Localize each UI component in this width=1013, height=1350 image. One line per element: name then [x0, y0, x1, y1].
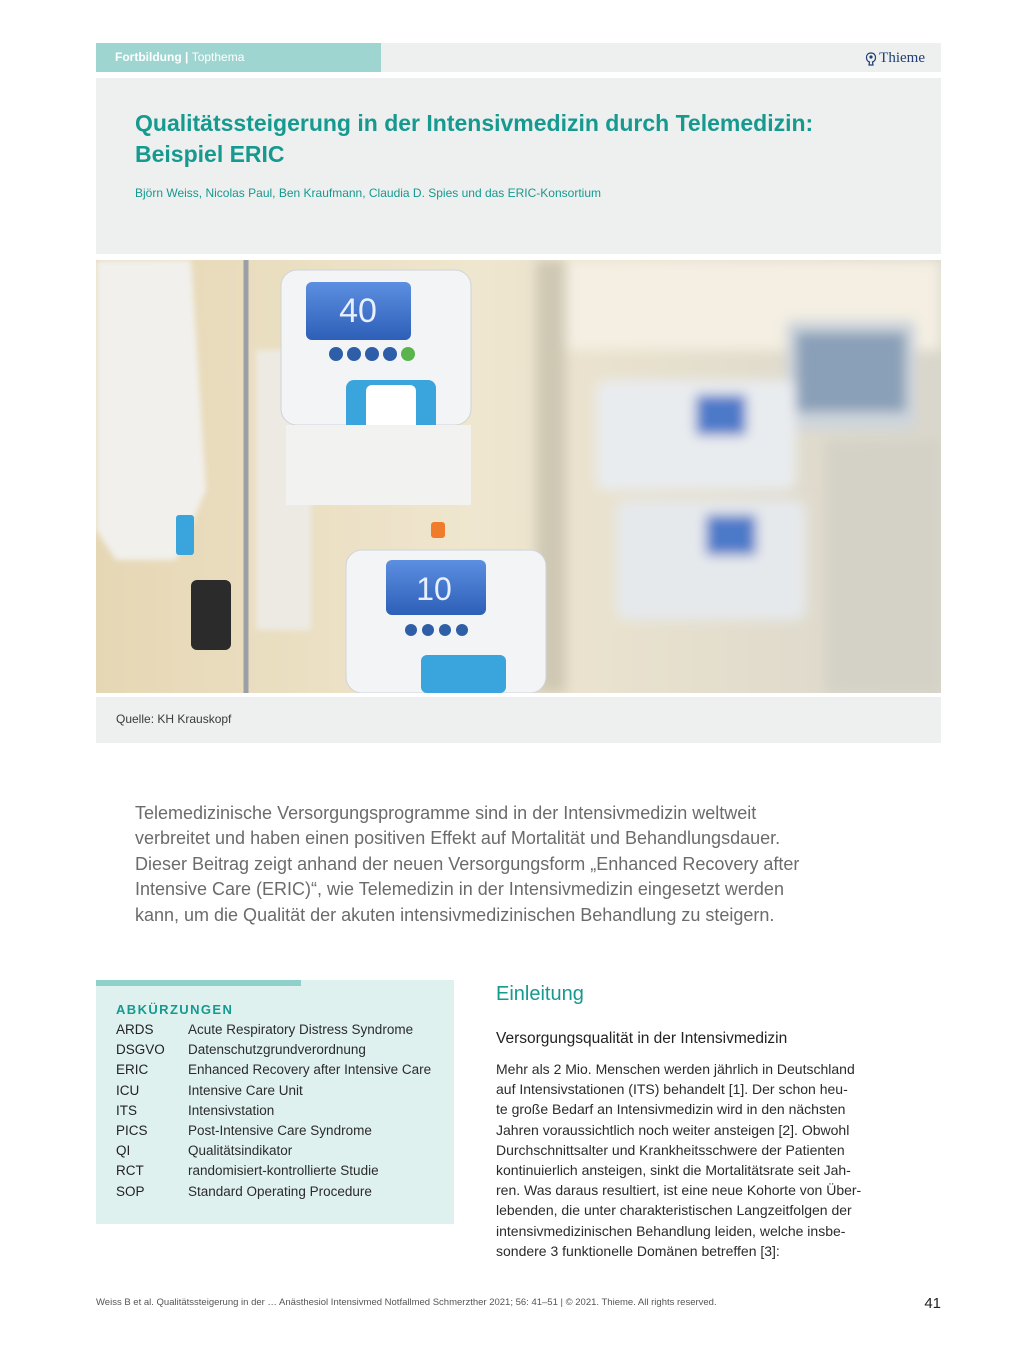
- abbreviation-value: Intensivstation: [188, 1102, 275, 1118]
- body-line: ren. Was daraus resultiert, ist eine neue Kohorte von Über-: [496, 1182, 862, 1199]
- abbreviation-value: Standard Operating Procedure: [188, 1183, 372, 1199]
- abbreviation-row: [116, 1182, 431, 1202]
- abbreviation-value: Post-Intensive Care Syndrome: [188, 1122, 372, 1138]
- infusion-pump-photo: [96, 260, 941, 693]
- photo-illustration: [96, 260, 941, 693]
- abbreviation-value: Datenschutzgrundverordnung: [188, 1042, 366, 1058]
- abbreviation-row: [116, 1101, 431, 1121]
- abbreviations-title: ABKÜRZUNGEN: [116, 1002, 234, 1017]
- abbreviation-value: Qualitätsindikator: [188, 1143, 293, 1159]
- abbreviation-row: [116, 1161, 431, 1181]
- abbreviation-row: [116, 1020, 431, 1040]
- body-line: intensivmedizinischen Behandlung leiden, welche insbe-: [496, 1222, 846, 1239]
- photo-caption: [96, 697, 941, 743]
- title-line-1: Qualitätssteigerung in der Intensivmedizin durch Telemedizin:: [135, 110, 814, 136]
- section-separator: |: [181, 50, 192, 64]
- abbreviation-key: DSGVO: [116, 1042, 165, 1058]
- article-authors: Björn Weiss, Nicolas Paul, Ben Kraufmann, Claudia D. Spies und das ERIC-Konsortium: [135, 186, 601, 200]
- body-line: sondere 3 funktionelle Domänen betreffen [3]:: [496, 1242, 780, 1259]
- abbreviation-row: [116, 1141, 431, 1161]
- abbreviation-key: SOP: [116, 1183, 145, 1199]
- body-text: [496, 1059, 862, 1261]
- abbreviation-row: [116, 1081, 431, 1101]
- article-title: [135, 108, 895, 170]
- abbreviations-box: [96, 980, 454, 1224]
- pump-top-display: 40: [339, 292, 377, 330]
- body-line: kontinuierlich ansteigen, sinkt die Mortalitätsrate seit Jah-: [496, 1162, 851, 1179]
- caption-text: Quelle: KH Krauskopf: [116, 712, 232, 726]
- abstract: [135, 801, 835, 928]
- body-line: auf Intensivstationen (ITS) behandelt [1]. Der schon heu-: [496, 1081, 848, 1098]
- abbreviation-key: ARDS: [116, 1022, 154, 1037]
- abbreviation-key: ERIC: [116, 1062, 149, 1078]
- publisher-name: Thieme: [879, 50, 925, 66]
- box-accent-bar: [96, 980, 301, 986]
- abbreviation-value: Intensive Care Unit: [188, 1082, 303, 1098]
- abbreviation-key: RCT: [116, 1163, 144, 1179]
- abstract-line: Intensive Care (ERIC)“, wie Telemedizin in der Intensivmedizin eingesetzt werden: [135, 879, 784, 900]
- abbreviation-value: Acute Respiratory Distress Syndrome: [188, 1022, 414, 1037]
- header-bar: [96, 43, 941, 72]
- body-line: te große Bedarf an Intensivmedizin wird in den nächsten: [496, 1101, 846, 1118]
- abstract-line: verbreitet und haben einen positiven Effekt auf Mortalität und Behandlungsdauer.: [135, 828, 781, 849]
- abbreviations-list: [116, 1020, 431, 1202]
- abbreviation-key: ICU: [116, 1082, 140, 1098]
- body-line: Mehr als 2 Mio. Menschen werden jährlich in Deutschland: [496, 1061, 855, 1077]
- abbreviation-value: Enhanced Recovery after Intensive Care: [188, 1062, 432, 1078]
- abbreviation-key: QI: [116, 1143, 131, 1159]
- thieme-logo-icon: [865, 52, 877, 66]
- subsection-heading: Versorgungsqualität in der Intensivmedizin: [496, 1030, 788, 1047]
- body-line: Jahren voraussichtlich noch weiter ansteigen [2]. Obwohl: [496, 1121, 850, 1138]
- footer-citation: Weiss B et al. Qualitätssteigerung in der … Anästhesiol Intensivmed Notfallmed Schmerzther 2021; 56: 41–51 | © 2021. Thieme. All rights reserved.: [96, 1297, 717, 1308]
- abbreviation-value: randomisiert-kontrollierte Studie: [188, 1163, 379, 1179]
- pump-bottom-display: 10: [416, 571, 452, 607]
- abstract-line: kann, um die Qualität der akuten intensivmedizinischen Behandlung zu steigern.: [135, 904, 775, 925]
- abbreviation-key: ITS: [116, 1102, 138, 1118]
- abbreviation-row: [116, 1060, 431, 1080]
- abstract-line: Telemedizinische Versorgungsprogramme sind in der Intensivmedizin weltweit: [135, 803, 757, 823]
- section-label: [96, 43, 381, 72]
- subsection-name: Topthema: [191, 50, 245, 64]
- page-number: 41: [924, 1295, 941, 1312]
- body-line: lebenden, die unter charakteristischen Langzeitfolgen der: [496, 1202, 852, 1219]
- abbreviation-row: [116, 1121, 431, 1141]
- section-name: Fortbildung: [115, 50, 182, 64]
- title-line-2: Beispiel ERIC: [135, 141, 285, 167]
- abbreviation-key: PICS: [116, 1122, 148, 1138]
- abstract-line: Dieser Beitrag zeigt anhand der neuen Versorgungsform „Enhanced Recovery after: [135, 853, 800, 874]
- body-line: Durchschnittsalter und Krankheitsschwere der Patienten: [496, 1141, 845, 1158]
- abbreviation-row: [116, 1040, 431, 1060]
- section-heading: Einleitung: [496, 983, 584, 1005]
- title-box: [96, 78, 941, 254]
- publisher-logo[interactable]: [865, 50, 925, 67]
